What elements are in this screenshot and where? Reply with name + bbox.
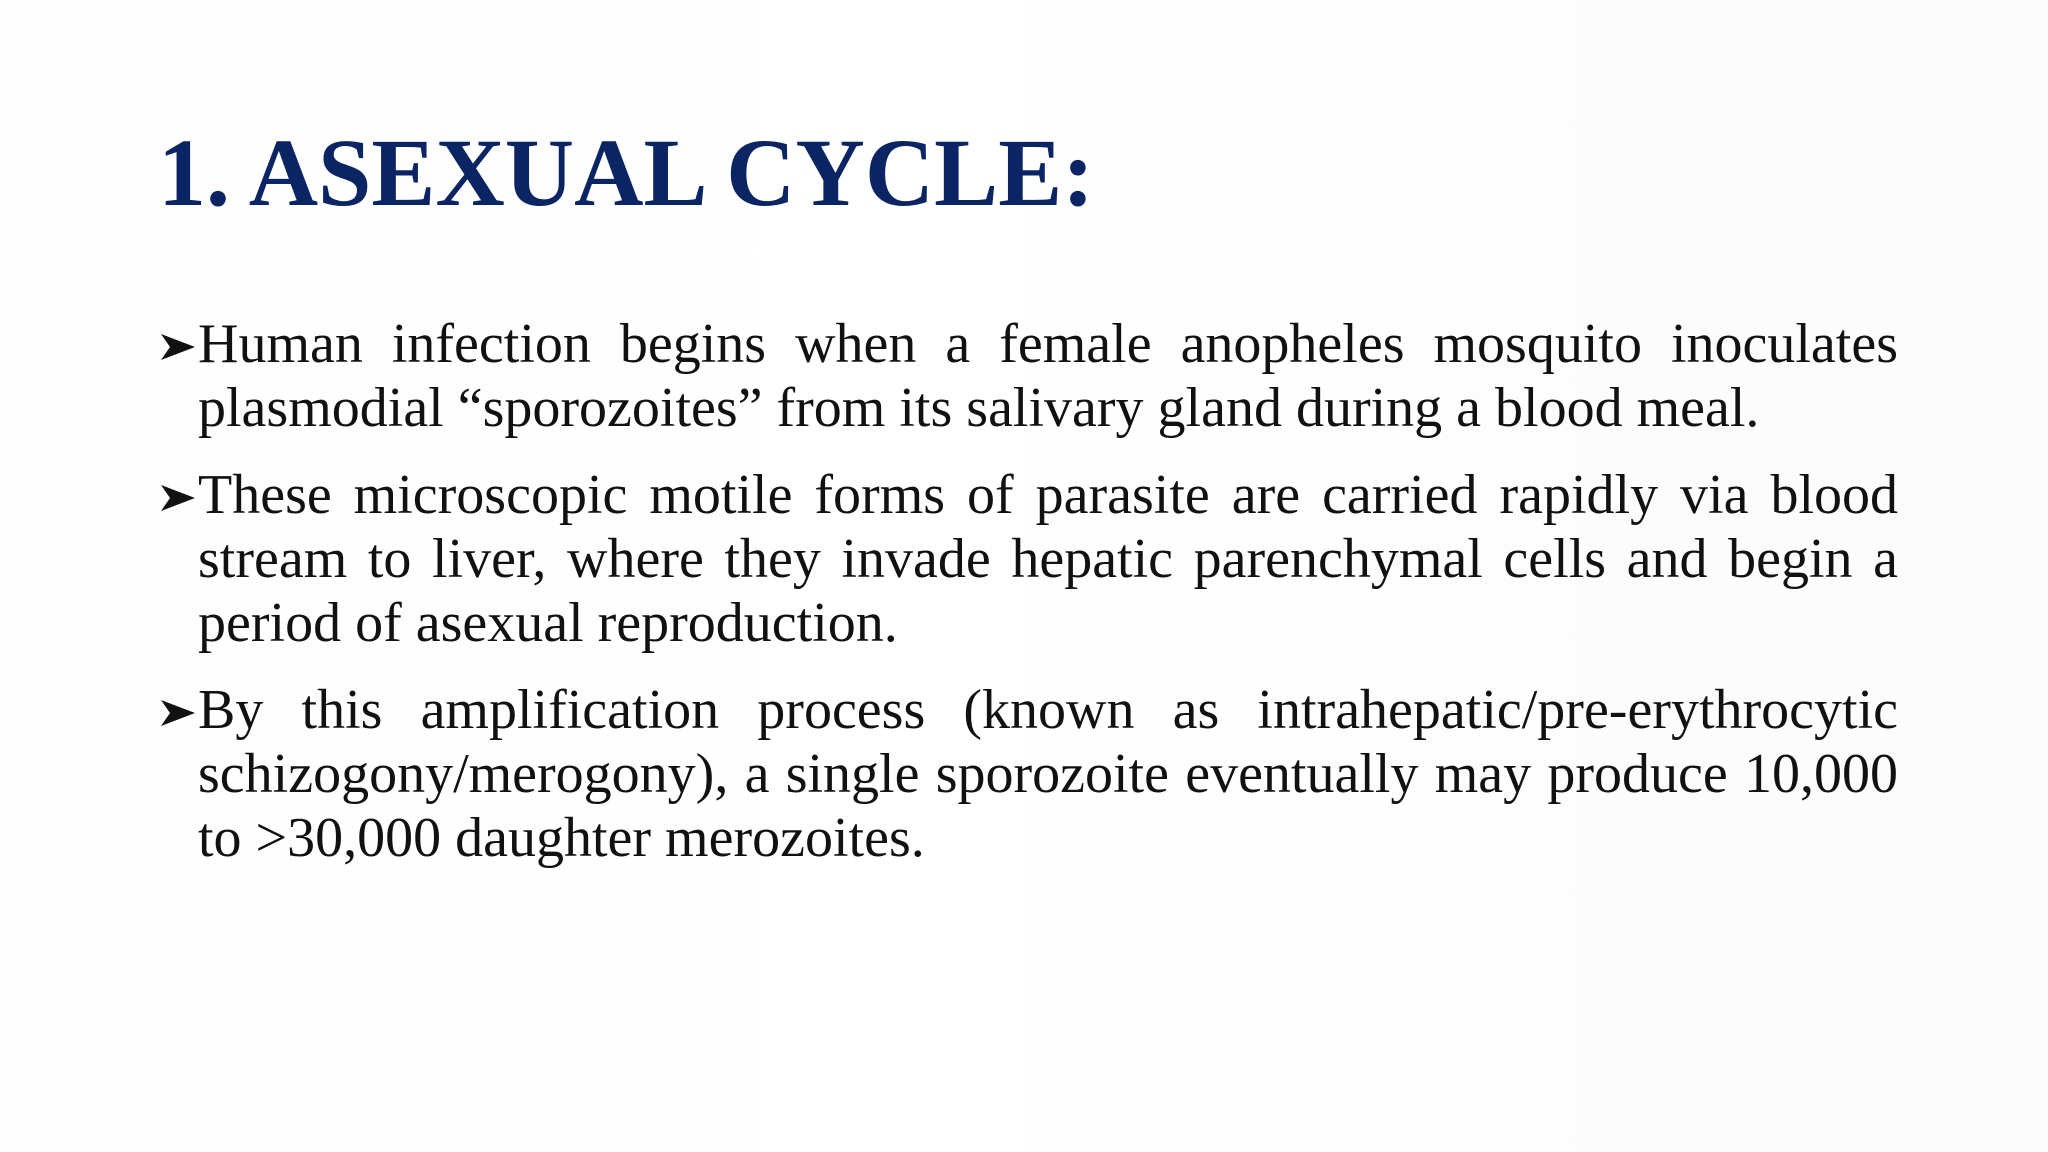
slide-title: 1. ASEXUAL CYCLE: bbox=[158, 119, 1095, 226]
bullet-item bbox=[158, 312, 1898, 440]
bullet-item bbox=[158, 678, 1898, 870]
bullet-text: Human infection begins when a female anopheles mosquito inoculates plasmodial “sporozoites” from its salivary gland during a blood meal. bbox=[198, 313, 1898, 439]
bullet-item bbox=[158, 463, 1898, 655]
arrowhead-bullet-icon bbox=[158, 678, 198, 742]
bullet-text: By this amplification process (known as intrahepatic/pre-erythrocytic schizogony/merogony), a single sporozoite eventually may produce 10,000 to >30,000 daughter merozoites. bbox=[198, 679, 1898, 869]
arrowhead-bullet-icon bbox=[158, 312, 198, 376]
bullet-text: These microscopic motile forms of parasite are carried rapidly via blood stream to liver, where they invade hepatic parenchymal cells and begin a period of asexual reproduction. bbox=[198, 464, 1898, 654]
arrowhead-bullet-icon bbox=[158, 463, 198, 527]
bullet-list bbox=[158, 312, 1898, 893]
